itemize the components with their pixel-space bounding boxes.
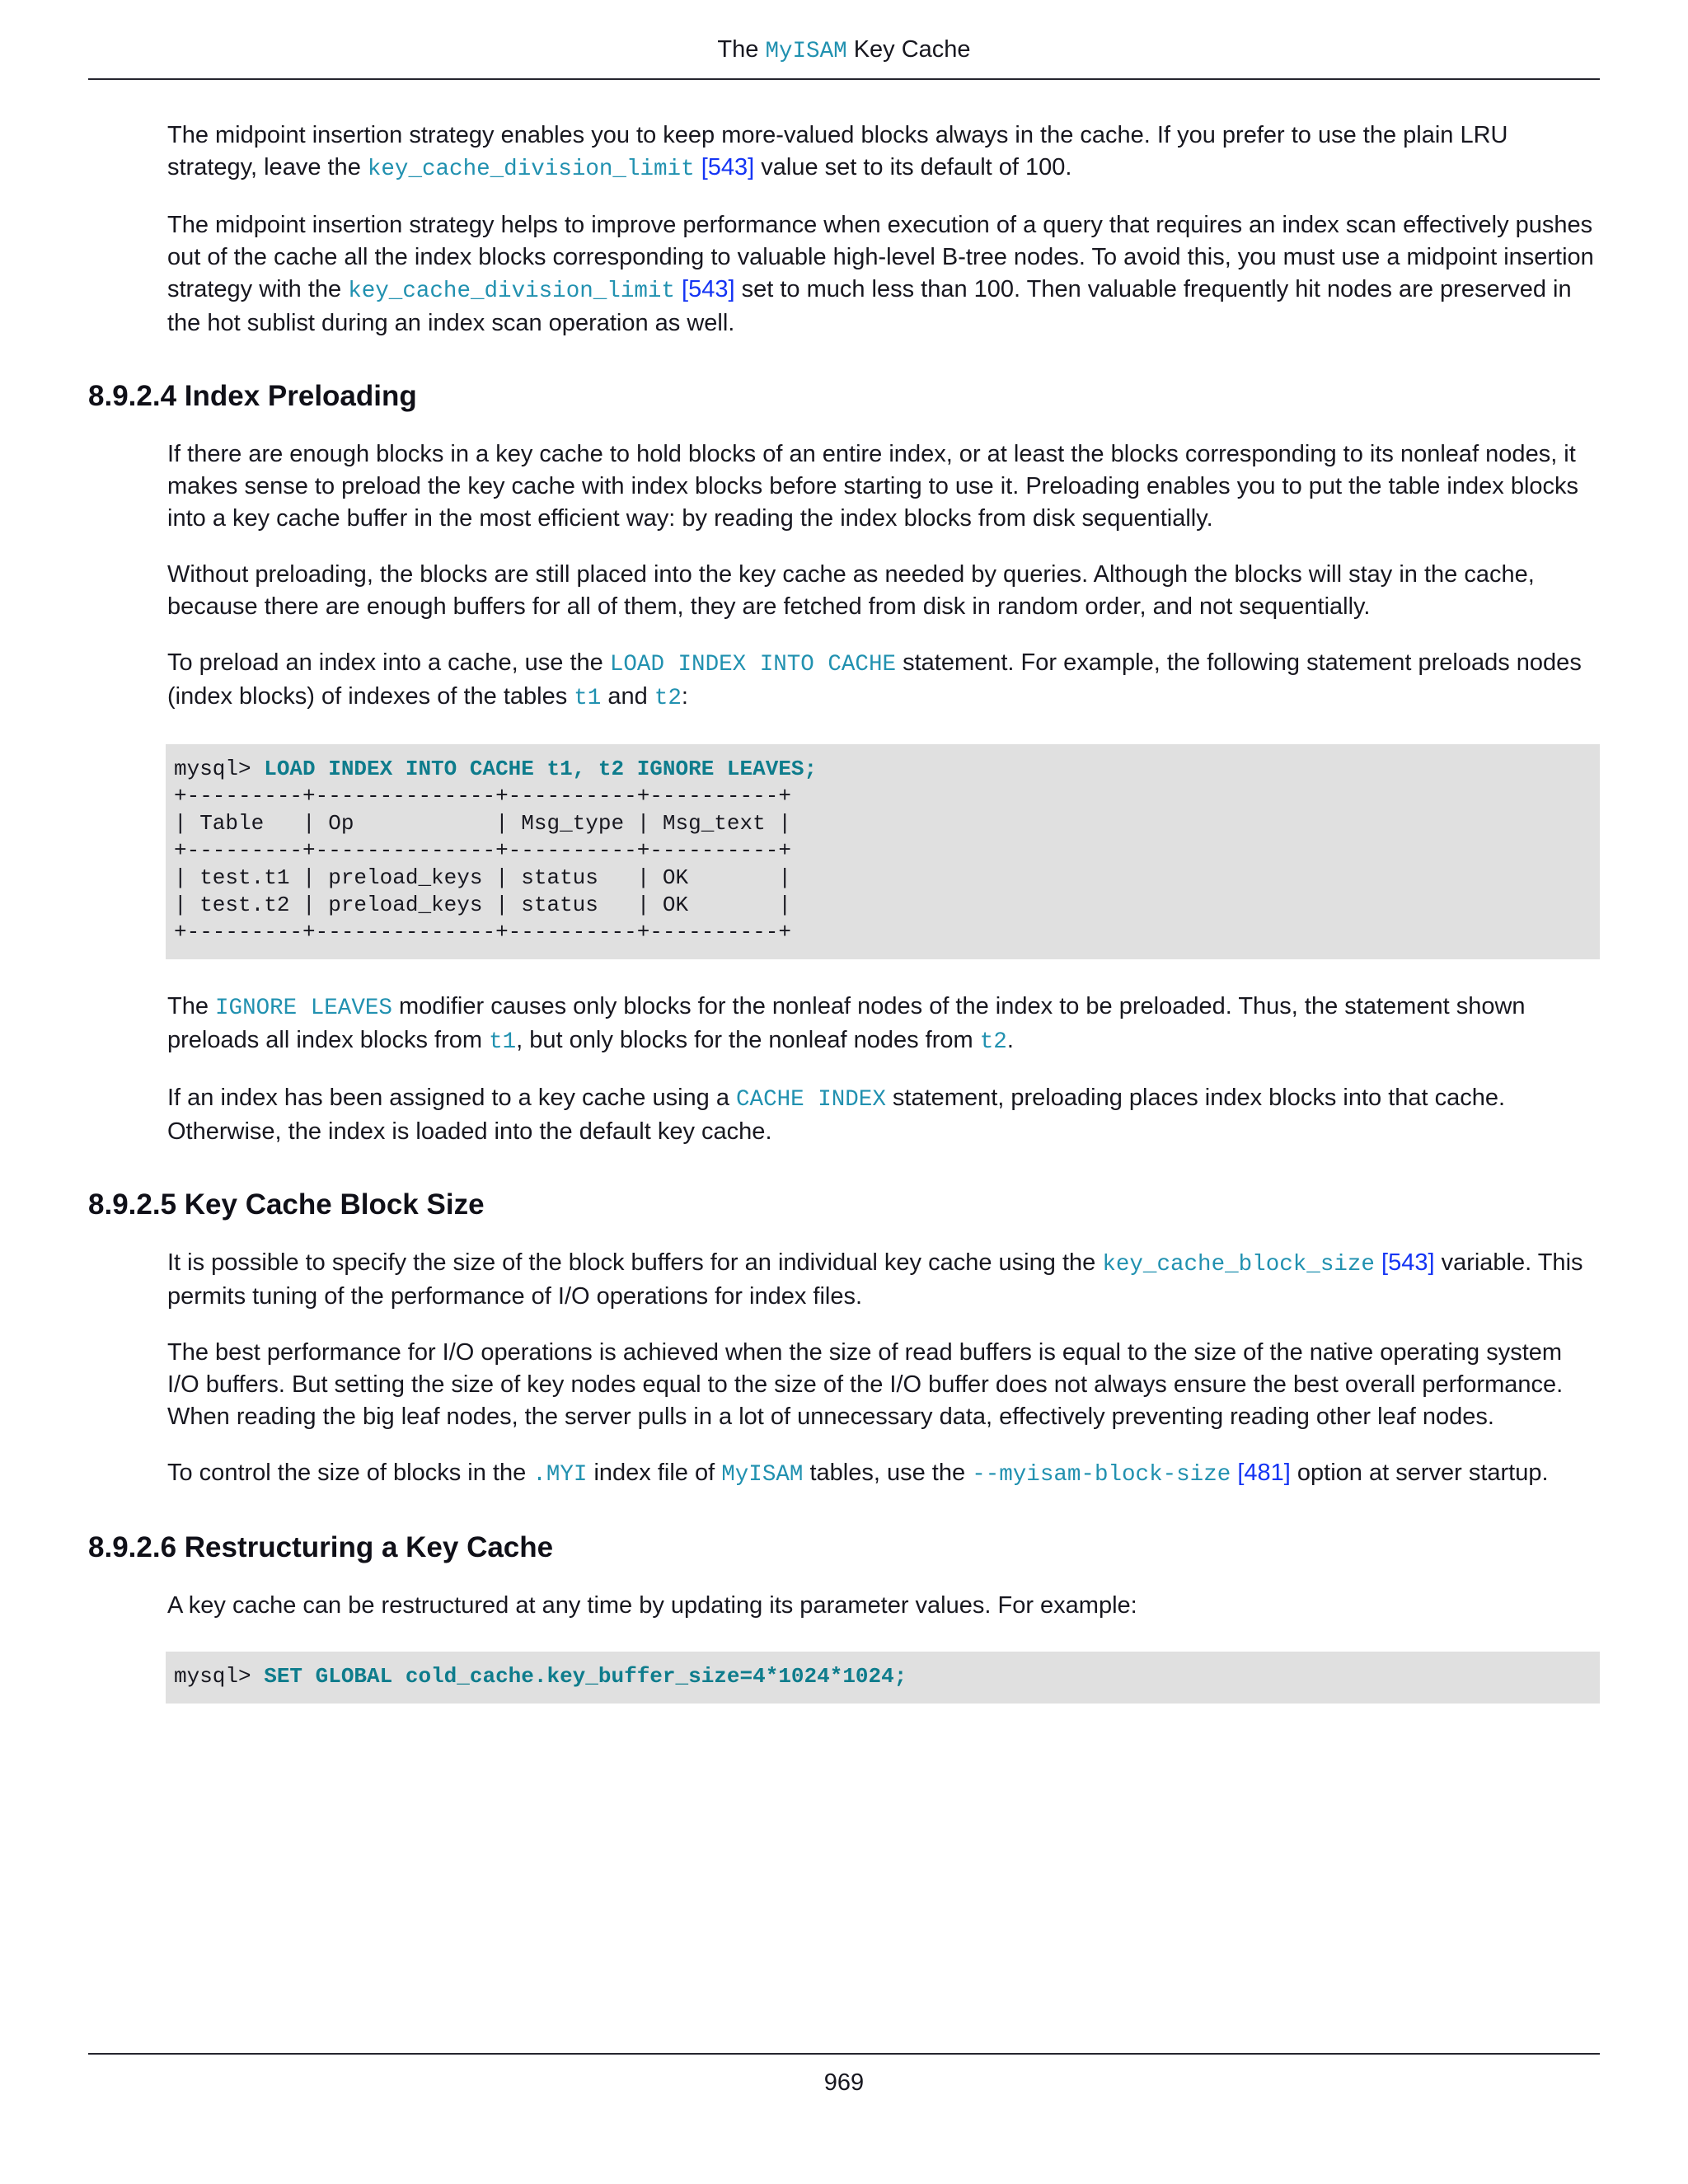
inline-code: t2 [979, 1029, 1007, 1055]
page-header [88, 35, 1600, 80]
text-run: tables, use the [803, 1460, 973, 1486]
inline-code: .MYI [532, 1462, 588, 1488]
sql-statement: SET GLOBAL cold_cache.key_buffer_size=4*1024*1024; [264, 1664, 907, 1689]
paragraph [167, 1337, 1600, 1433]
inline-code: t1 [574, 686, 602, 711]
inline-code: key_cache_division_limit [367, 157, 695, 182]
code-line [174, 919, 1590, 946]
section-heading: 8.9.2.6 Restructuring a Key Cache [88, 1531, 554, 1563]
code-text: +---------+--------------+----------+----------+ [174, 784, 791, 808]
inline-code: t1 [489, 1029, 517, 1055]
text-run: modifier causes only blocks for the nonleaf nodes of the index to be preloaded. Thus, the statement shown preloads all index blocks from [167, 993, 1526, 1053]
text-run [695, 154, 701, 180]
code-line [174, 837, 1590, 865]
footer-rule [88, 2053, 1600, 2055]
text-run: A key cache can be restructured at any time by updating its parameter values. For example: [167, 1592, 1137, 1619]
inline-code: MyISAM [765, 39, 847, 64]
code-text: mysql> [174, 757, 265, 781]
text-run: : [681, 683, 688, 710]
code-line [174, 810, 1590, 837]
sql-statement: LOAD INDEX INTO CACHE t1, t2 IGNORE LEAVES; [264, 757, 818, 781]
page-header-title [88, 35, 1600, 67]
code-line [174, 1663, 1590, 1690]
text-run: If an index has been assigned to a key cache using a [167, 1085, 737, 1111]
code-line [174, 756, 1590, 783]
inline-code: LOAD INDEX INTO CACHE [609, 652, 897, 677]
paragraph [167, 991, 1600, 1058]
inline-code: t2 [654, 686, 682, 711]
text-run: The midpoint insertion strategy helps to improve performance when execution of a query that requires an index scan effectively pushes out of the cache all the index blocks corresponding to valuable high-level B-tree nodes. To avoid this, you must use a midpoint insertion strategy with the [167, 212, 1594, 302]
page-number: 969 [823, 2069, 865, 2096]
inline-code: key_cache_block_size [1102, 1252, 1375, 1277]
text-run [1375, 1249, 1381, 1276]
paragraph [167, 1590, 1600, 1622]
code-line [174, 865, 1590, 892]
text-run: The best performance for I/O operations is achieved when the size of read buffers is equal to the size of the native operating system I/O buffers. But setting the size of key nodes equal to the size of the I/O buffer does not always ensure the best overall performance. When reading the big leaf nodes, the server pulls in a lot of unnecessary data, effectively preventing reading other leaf nodes. [167, 1339, 1564, 1430]
code-text: +---------+--------------+----------+----------+ [174, 920, 791, 944]
page-ref-link[interactable]: [543] [701, 154, 755, 180]
text-run: statement. For example, the following statement preloads nodes (index blocks) of indexes of the tables [167, 649, 1582, 710]
text-run: index file of [587, 1460, 722, 1486]
section-heading: 8.9.2.4 Index Preloading [88, 380, 417, 412]
code-text: mysql> [174, 1664, 265, 1689]
page-ref-link[interactable]: [481] [1237, 1460, 1291, 1486]
code-text: | test.t1 | preload_keys | status | OK | [174, 865, 791, 890]
page-footer [88, 2053, 1600, 2097]
text-run [675, 276, 682, 302]
text-run: Without preloading, the blocks are still placed into the key cache as needed by queries. Although the blocks will stay in the cache, because there are enough buffers for all of them, they are fetched from disk in random order, and not sequentially. [167, 561, 1535, 620]
code-line [174, 783, 1590, 810]
code-text: | Table | Op | Msg_type | Msg_text | [174, 811, 791, 836]
text-run: option at server startup. [1290, 1460, 1549, 1486]
text-run: It is possible to specify the size of the block buffers for an individual key cache using the [167, 1249, 1103, 1276]
code-block [166, 744, 1600, 959]
paragraph [167, 1247, 1600, 1313]
paragraph [167, 1457, 1600, 1491]
paragraph [167, 209, 1600, 340]
text-run: The [167, 993, 216, 1019]
paragraph [167, 1082, 1600, 1148]
code-text: | test.t2 | preload_keys | status | OK | [174, 893, 791, 917]
text-run: set to much less than 100. Then valuable frequently hit nodes are preserved in the hot sublist during an index scan operation as well. [167, 276, 1572, 336]
inline-code: --myisam-block-size [972, 1462, 1231, 1488]
code-text: +---------+--------------+----------+----------+ [174, 838, 791, 863]
text-run: If there are enough blocks in a key cache to hold blocks of an entire index, or at least the blocks corresponding to its nonleaf nodes, it makes sense to preload the key cache with index blocks before starting to use it. Preloading enables you to put the table index blocks into a key cache buffer in the most efficient way: by reading the index blocks from disk sequentially. [167, 441, 1579, 532]
text-run: The [717, 36, 766, 63]
text-run: variable. This permits tuning of the performance of I/O operations for index files. [167, 1249, 1583, 1310]
inline-code: MyISAM [721, 1462, 804, 1488]
header-rule [88, 78, 1600, 80]
text-run: and [601, 683, 654, 710]
text-run: To control the size of blocks in the [167, 1460, 533, 1486]
inline-code: CACHE INDEX [736, 1087, 886, 1113]
text-run: The midpoint insertion strategy enables you to keep more-valued blocks always in the cache. If you prefer to use the plain LRU strategy, leave the [167, 122, 1508, 180]
paragraph [167, 120, 1600, 185]
page-ref-link[interactable]: [543] [1381, 1249, 1435, 1276]
text-run: value set to its default of 100. [754, 154, 1072, 180]
text-run: . [1006, 1027, 1014, 1053]
document-content [88, 120, 1600, 1735]
paragraph [167, 647, 1600, 715]
text-run: Key Cache [846, 36, 971, 63]
page-ref-link[interactable]: [543] [682, 276, 735, 302]
inline-code: key_cache_division_limit [348, 279, 675, 304]
paragraph [167, 559, 1600, 623]
text-run: , but only blocks for the nonleaf nodes from [516, 1027, 980, 1053]
text-run: statement, preloading places index blocks into that cache. Otherwise, the index is loaded into the default key cache. [167, 1085, 1506, 1145]
code-line [174, 892, 1590, 919]
code-block [166, 1652, 1600, 1704]
inline-code: IGNORE LEAVES [215, 996, 392, 1021]
paragraph [167, 438, 1600, 535]
section-heading: 8.9.2.5 Key Cache Block Size [88, 1188, 485, 1221]
text-run: To preload an index into a cache, use the [167, 649, 610, 676]
